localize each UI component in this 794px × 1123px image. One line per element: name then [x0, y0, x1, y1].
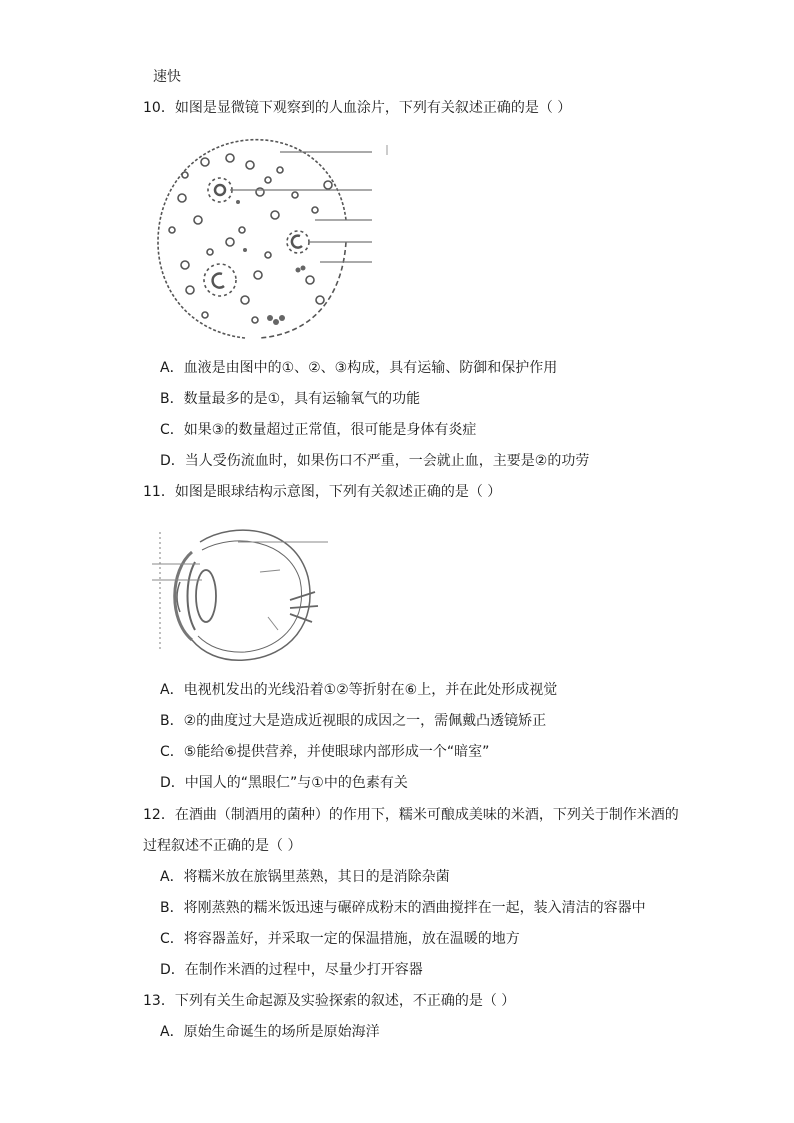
question-10-option-d: D．当人受伤流血时，如果伤口不严重，一会就止血，主要是②的功劳 [160, 453, 590, 469]
question-11-option-d: D．中国人的“黑眼仁”与①中的色素有关 [160, 775, 408, 791]
question-12-option-c: C．将容器盖好，并采取一定的保温措施，放在温暖的地方 [160, 931, 520, 947]
question-10-option-b: B．数量最多的是①，具有运输氧气的功能 [160, 391, 421, 407]
question-13-stem: 13．下列有关生命起源及实验探索的叙述，不正确的是（ ） [143, 993, 516, 1009]
question-10-option-c: C．如果③的数量超过正常值，很可能是身体有炎症 [160, 422, 477, 438]
question-12-option-b: B．将刚蒸熟的糯米饭迅速与碾碎成粉末的酒曲搅拌在一起，装入清洁的容器中 [160, 900, 646, 916]
question-11-option-b: B．②的曲度过大是造成近视眼的成因之一，需佩戴凸透镜矫正 [160, 713, 547, 729]
question-12-option-a: A．将糯米放在旅锅里蒸熟，其日的是消除杂菌 [160, 869, 450, 885]
question-11-stem: 11．如图是眼球结构示意图，下列有关叙述正确的是（ ） [143, 484, 502, 500]
question-10-stem: 10．如图是显微镜下观察到的人血涂片，下列有关叙述正确的是（ ） [143, 100, 572, 116]
question-12-stem-line2: 过程叙述不正确的是（ ） [143, 838, 302, 854]
eyeball-structure-figure [140, 522, 340, 667]
question-12-stem-line1: 12．在酒曲（制酒用的菌种）的作用下，糯米可酿成美味的米酒，下列关于制作米酒的 [143, 807, 679, 823]
question-11-option-c: C．⑤能给⑥提供营养，并使眼球内部形成一个“暗室” [160, 744, 490, 760]
question-13-option-a: A．原始生命诞生的场所是原始海洋 [160, 1024, 380, 1040]
question-11-option-a: A．电视机发出的光线沿着①②等折射在⑥上，并在此处形成视觉 [160, 682, 558, 698]
question-12-option-d: D．在制作米酒的过程中，尽量少打开容器 [160, 962, 423, 978]
blood-smear-figure [150, 130, 400, 345]
question-10-option-a: A．血液是由图中的①、②、③构成，具有运输、防御和保护作用 [160, 360, 558, 376]
continued-text: 速快 [153, 69, 181, 85]
